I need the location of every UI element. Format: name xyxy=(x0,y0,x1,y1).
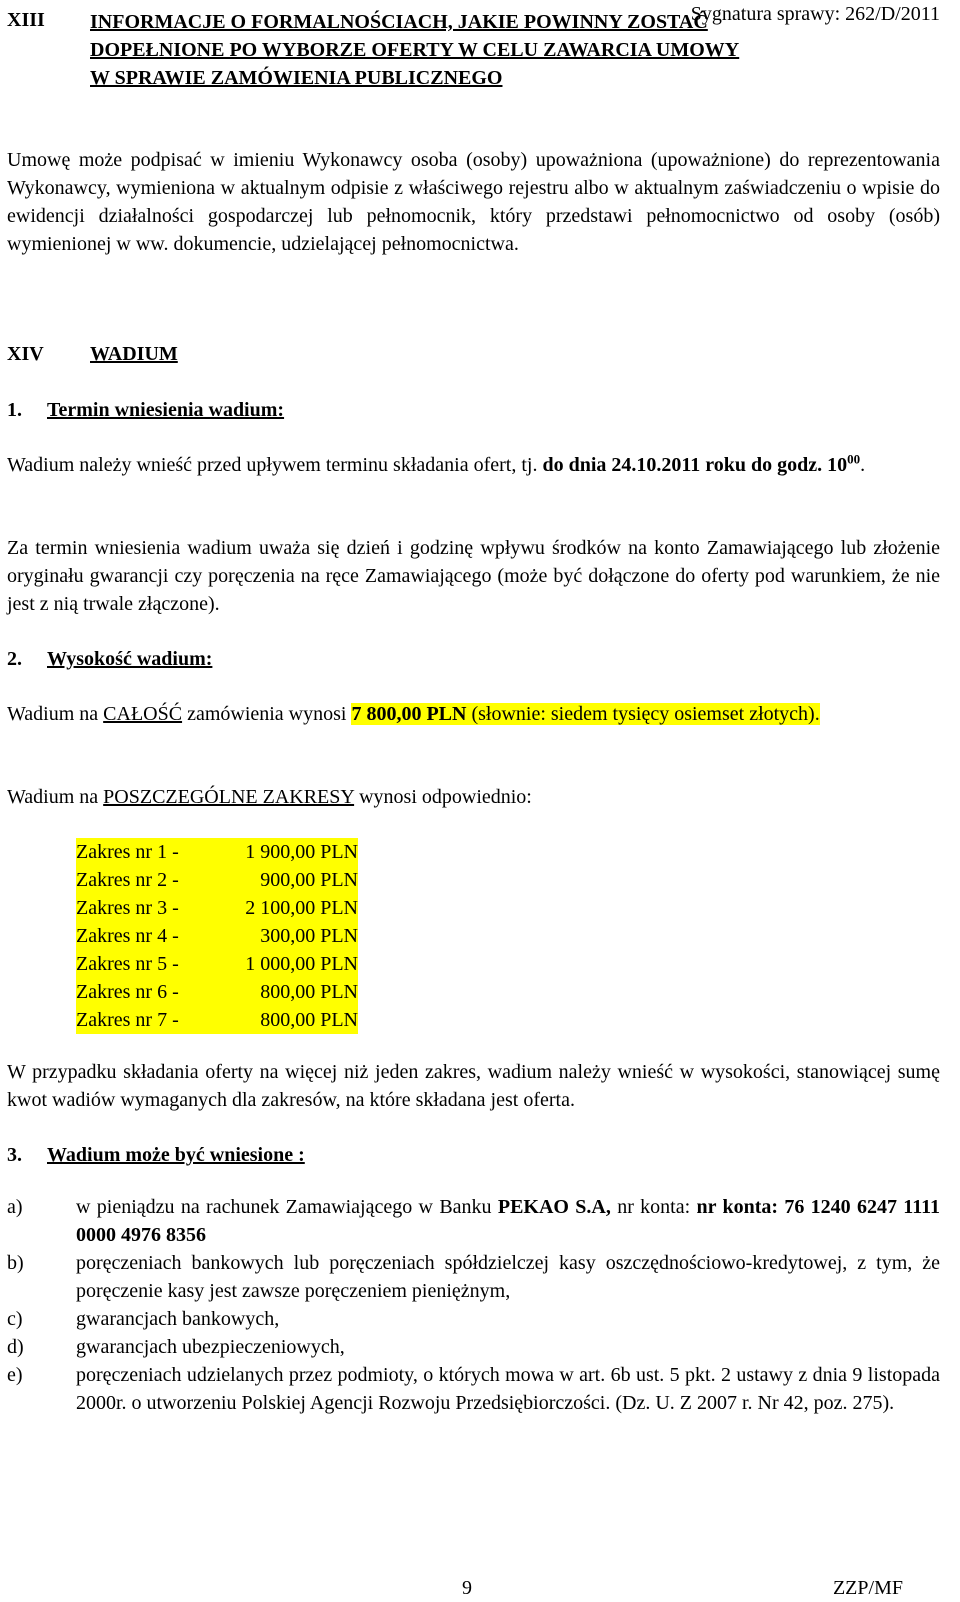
list-item-label: d) xyxy=(7,1336,24,1358)
list-item-text xyxy=(76,1193,940,1249)
total-deposit-amount: 7 800,00 PLN xyxy=(351,703,467,725)
section-13-title-line-1: INFORMACJE O FORMALNOŚCIACH, JAKIE POWINNY ZOSTAĆ xyxy=(90,11,708,33)
scope-amount: 900,00 PLN xyxy=(260,869,358,891)
scope-row xyxy=(76,894,358,922)
scope-row xyxy=(76,1006,358,1034)
scope-label: Zakres nr 5 - xyxy=(76,953,179,975)
subsection-2-title: Wysokość wadium: xyxy=(47,648,213,670)
section-13-number: XIII xyxy=(7,9,45,31)
account-label: nr konta: xyxy=(610,1196,697,1218)
list-item-label: c) xyxy=(7,1308,23,1330)
bank-transfer-text: w pieniądzu na rachunek Zamawiającego w Banku xyxy=(76,1196,498,1218)
scope-label: Zakres nr 2 - xyxy=(76,869,179,891)
section-14-number: XIV xyxy=(7,343,44,365)
scope-label: Zakres nr 4 - xyxy=(76,925,179,947)
list-item xyxy=(7,1361,940,1417)
subsection-2-number: 2. xyxy=(7,648,22,670)
list-item-text: gwarancjach ubezpieczeniowych, xyxy=(76,1336,345,1358)
section-13-title-line-3: W SPRAWIE ZAMÓWIENIA PUBLICZNEGO xyxy=(90,67,503,89)
scope-row xyxy=(76,866,358,894)
scope-label: Zakres nr 3 - xyxy=(76,897,179,919)
list-item xyxy=(7,1333,940,1361)
partial-deposit-text-b: wynosi odpowiednio: xyxy=(354,786,532,808)
list-item-text: poręczeniach bankowych lub poręczeniach spółdzielczej kasy oszczędnościowo-kredytowej, z tym, że poręczenie kasy jest zawsze poręczeniem pieniężnym, xyxy=(76,1252,940,1302)
section-13-title-line-2: DOPEŁNIONE PO WYBORZE OFERTY W CELU ZAWARCIA UMOWY xyxy=(90,39,740,61)
list-item-label: e) xyxy=(7,1364,23,1386)
scope-label: Zakres nr 1 - xyxy=(76,841,179,863)
scope-row xyxy=(76,838,358,866)
subsection-3-title: Wadium może być wniesione : xyxy=(47,1144,305,1166)
scope-amount: 2 100,00 PLN xyxy=(245,897,358,919)
deadline-end: . xyxy=(860,454,866,476)
partial-deposit-intro xyxy=(7,783,940,811)
section-14-title: WADIUM xyxy=(90,343,178,365)
list-item-text: gwarancjach bankowych, xyxy=(76,1308,280,1330)
deadline-paragraph xyxy=(7,451,940,479)
multiple-scopes-paragraph: W przypadku składania oferty na więcej niż jeden zakres, wadium należy wnieść w wysokości, stanowiącej sumę kwot wadiów wymaganych dla zakresów, na które składana jest oferta. xyxy=(7,1061,940,1111)
subsection-1-number: 1. xyxy=(7,399,22,421)
deadline-date: do dnia 24.10.2011 roku do godz. 10 xyxy=(542,454,848,476)
deposit-forms-list xyxy=(7,1193,940,1417)
total-deposit-scope: CAŁOŚĆ xyxy=(103,703,183,725)
list-item-label: b) xyxy=(7,1252,24,1274)
partial-deposit-text-a: Wadium na xyxy=(7,786,104,808)
subsection-3-heading xyxy=(7,1141,305,1169)
scope-amount: 1 000,00 PLN xyxy=(245,953,358,975)
scope-row xyxy=(76,978,358,1006)
scope-row xyxy=(76,922,358,950)
document-code: ZZP/MF xyxy=(832,1577,903,1599)
subsection-1-title: Termin wniesienia wadium: xyxy=(47,399,285,421)
deposit-time-paragraph: Za termin wniesienia wadium uważa się dzień i godzinę wpływu środków na konto Zamawiającego lub złożenie oryginału gwarancji czy poręczenia na ręce Zamawiającego (może być dołączone do oferty pod warunkiem, że nie jest z nią trwale złączone). xyxy=(7,537,940,615)
section-13-title xyxy=(90,11,740,92)
total-deposit-paragraph xyxy=(7,700,940,728)
scope-amount: 800,00 PLN xyxy=(260,981,358,1003)
scope-label: Zakres nr 7 - xyxy=(76,1009,179,1031)
scope-label: Zakres nr 6 - xyxy=(76,981,179,1003)
total-deposit-text-b: zamówienia wynosi xyxy=(182,703,352,725)
list-item-label: a) xyxy=(7,1196,23,1218)
scope-row xyxy=(76,950,358,978)
account-number: nr konta: 76 1240 6247 1111 0000 4976 8356 xyxy=(76,1196,941,1246)
deadline-text: Wadium należy wnieść przed upływem terminu składania ofert, tj. xyxy=(7,454,538,476)
list-item-text: poręczeniach udzielanych przez podmioty, o których mowa w art. 6b ust. 5 pkt. 2 ustawy z dnia 9 listopada 2000r. o utworzeniu Polskiej Agencji Rozwoju Przedsiębiorczości. (Dz. U. Z 2007 r. Nr 42, poz. 275). xyxy=(76,1364,940,1414)
subsection-2-heading xyxy=(7,645,212,673)
list-item xyxy=(7,1249,940,1305)
total-deposit-words: (słownie: siedem tysięcy osiemset złotych). xyxy=(466,703,820,725)
total-deposit-text-a: Wadium na xyxy=(7,703,104,725)
partial-deposit-scope: POSZCZEGÓLNE ZAKRESY xyxy=(103,786,355,808)
page-number: 9 xyxy=(462,1577,472,1599)
subsection-1-heading xyxy=(7,396,284,424)
scope-amount: 800,00 PLN xyxy=(260,1009,358,1031)
list-item xyxy=(7,1305,940,1333)
case-signature: Sygnatura sprawy: 262/D/2011 xyxy=(690,3,940,25)
bank-name: PEKAO S.A, xyxy=(497,1196,611,1218)
section-13-paragraph: Umowę może podpisać w imieniu Wykonawcy osoba (osoby) upoważniona (upoważnione) do reprezentowania Wykonawcy, wymieniona w aktualnym odpisie z właściwego rejestru albo w aktualnym zaświadczeniu o wpisie do ewidencji działalności gospodarczej lub pełnomocnik, który przedstawi pełnomocnictwo od osoby (osób) wymienionej w ww. dokumencie, udzielającej pełnomocnictwa. xyxy=(7,149,940,255)
subsection-3-number: 3. xyxy=(7,1144,22,1166)
scope-deposit-list xyxy=(76,838,358,1034)
scope-amount: 300,00 PLN xyxy=(260,925,358,947)
scope-amount: 1 900,00 PLN xyxy=(245,841,358,863)
list-item xyxy=(7,1193,940,1249)
deadline-hour-superscript: 00 xyxy=(847,451,861,467)
